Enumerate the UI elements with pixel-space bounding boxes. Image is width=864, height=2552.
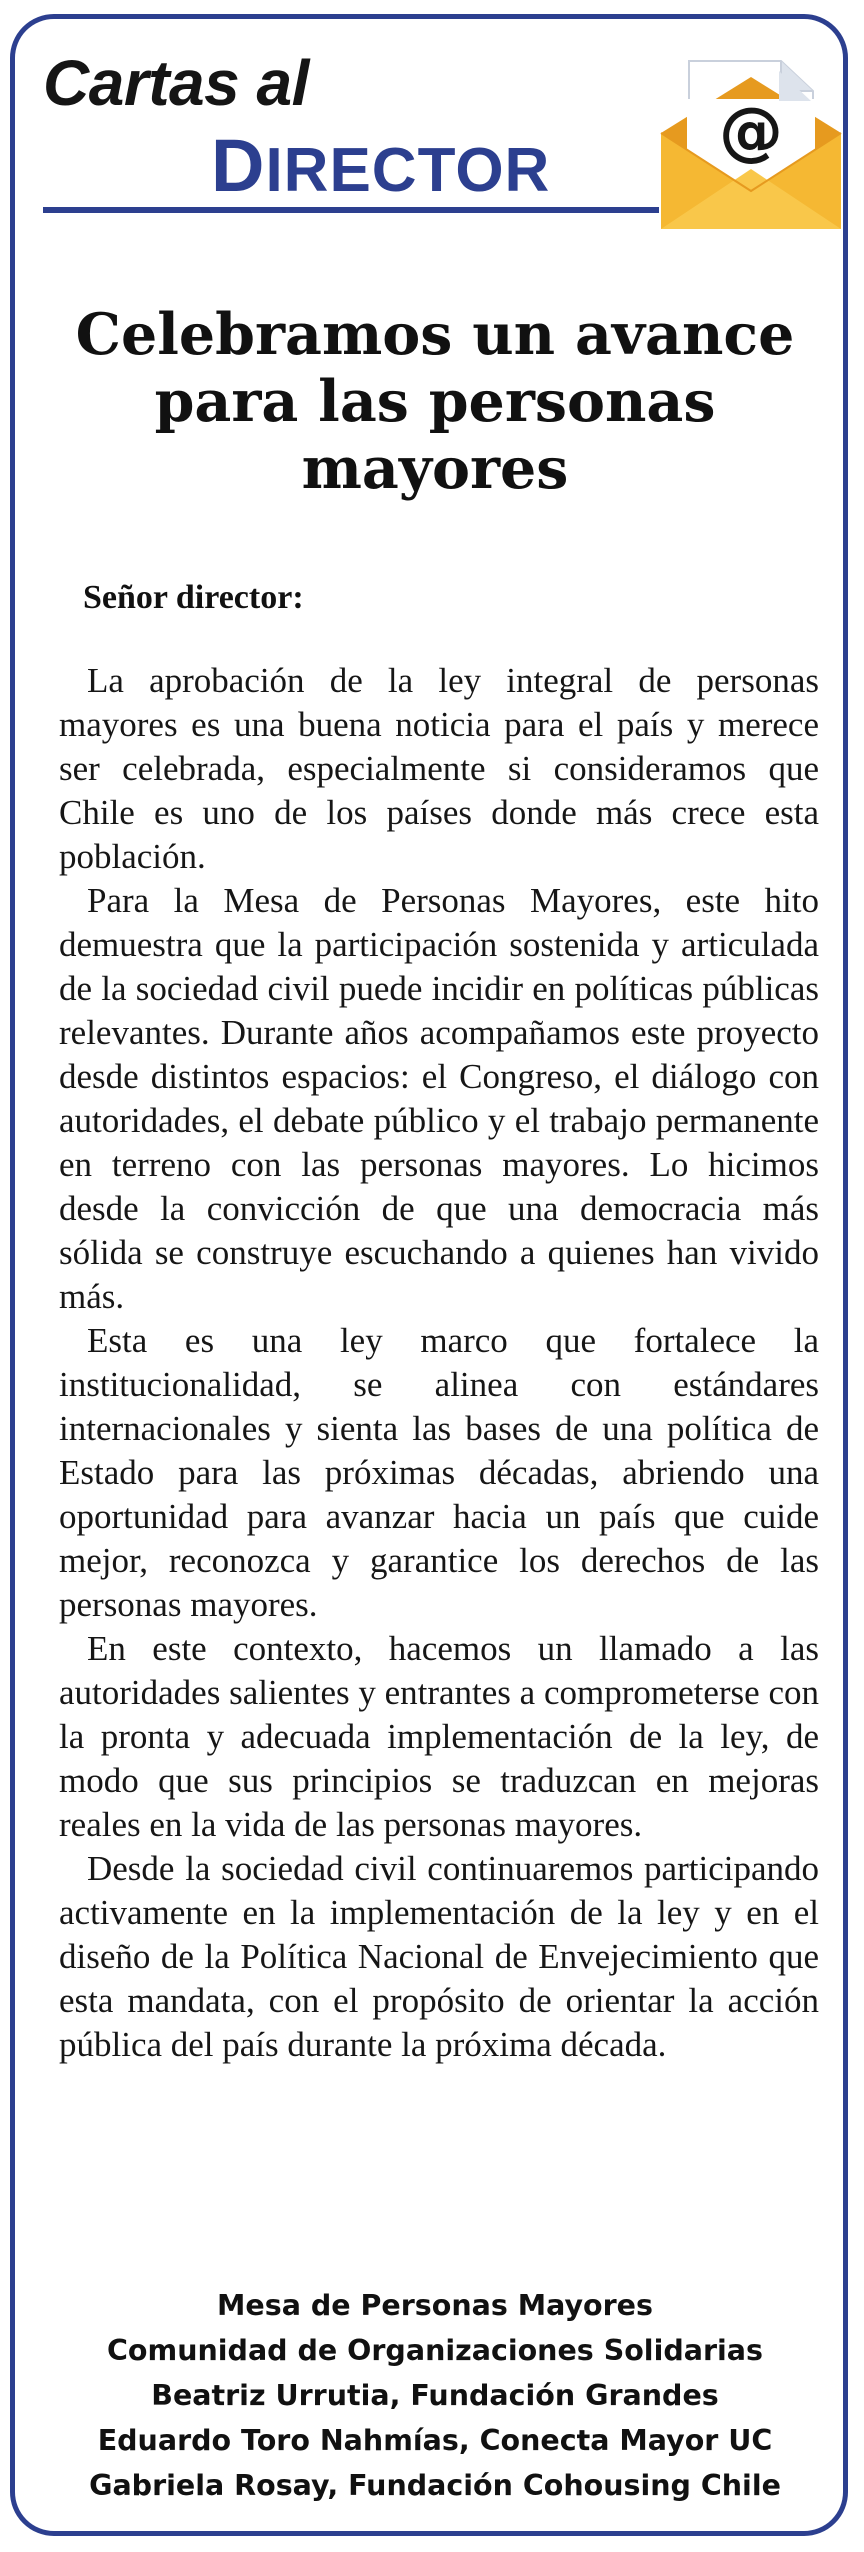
signatory: Beatriz Urrutia, Fundación Grandes [151,2379,719,2412]
letter-signature [45,2283,825,2508]
signatory: Eduardo Toro Nahmías, Conecta Mayor UC [97,2424,773,2457]
letter-paragraph: En este contexto, hacemos un llamado a las autoridades salientes y entrantes a comprometerse con la pronta y adecuada implementación de la ley, de modo que sus principios se traduzcan en mejoras reales en la vida de las personas mayores. [59,1629,819,1844]
signatory: Mesa de Personas Mayores [217,2289,653,2322]
envelope-at-icon [651,41,851,241]
masthead-line2-initial: D [211,124,266,207]
letter-paragraph: Esta es una ley marco que fortalece la institucionalidad, se alinea con estándares internacionales y sienta las bases de una política de Estado para las próximas décadas, abriendo una oportunidad para avanzar hacia un país que cuide mejor, reconozca y garantice los derechos de las personas mayores. [59,1321,819,1624]
masthead-line2 [211,124,551,207]
signatory: Gabriela Rosay, Fundación Cohousing Chile [89,2469,781,2502]
letter-paragraph: Desde la sociedad civil continuaremos participando activamente en la implementación de la ley y en el diseño de la Política Nacional de Envejecimiento que esta mandata, con el propósito de orientar la acción pública del país durante la próxima década. [59,1849,819,2064]
signatory: Comunidad de Organizaciones Solidarias [107,2334,763,2367]
letter-frame [10,14,848,2536]
at-symbol: @ [719,95,783,169]
masthead [15,19,853,249]
letter-paragraph: Para la Mesa de Personas Mayores, este hito demuestra que la participación sostenida y articulada de la sociedad civil puede incidir en políticas públicas relevantes. Durante años acompañamos este proyecto desde distintos espacios: el Congreso, el diálogo con autoridades, el debate público y el trabajo permanente en terreno con las personas mayores. Lo hicimos desde la convicción de que una democracia más sólida se construye escuchando a quienes han vivido más. [59,881,819,1316]
masthead-line1: Cartas al [43,47,309,119]
masthead-rule [43,207,659,213]
letter-headline: Celebramos un avance para las personas mayores [75,301,795,502]
masthead-line2-rest: IRECTOR [265,136,551,205]
letter-paragraph: La aprobación de la ley integral de personas mayores es una buena noticia para el país y merece ser celebrada, especialmente si consideramos que Chile es uno de los países donde más crece esta población. [59,661,819,876]
letter-body [59,659,819,2067]
letter-salutation: Señor director: [83,579,304,616]
